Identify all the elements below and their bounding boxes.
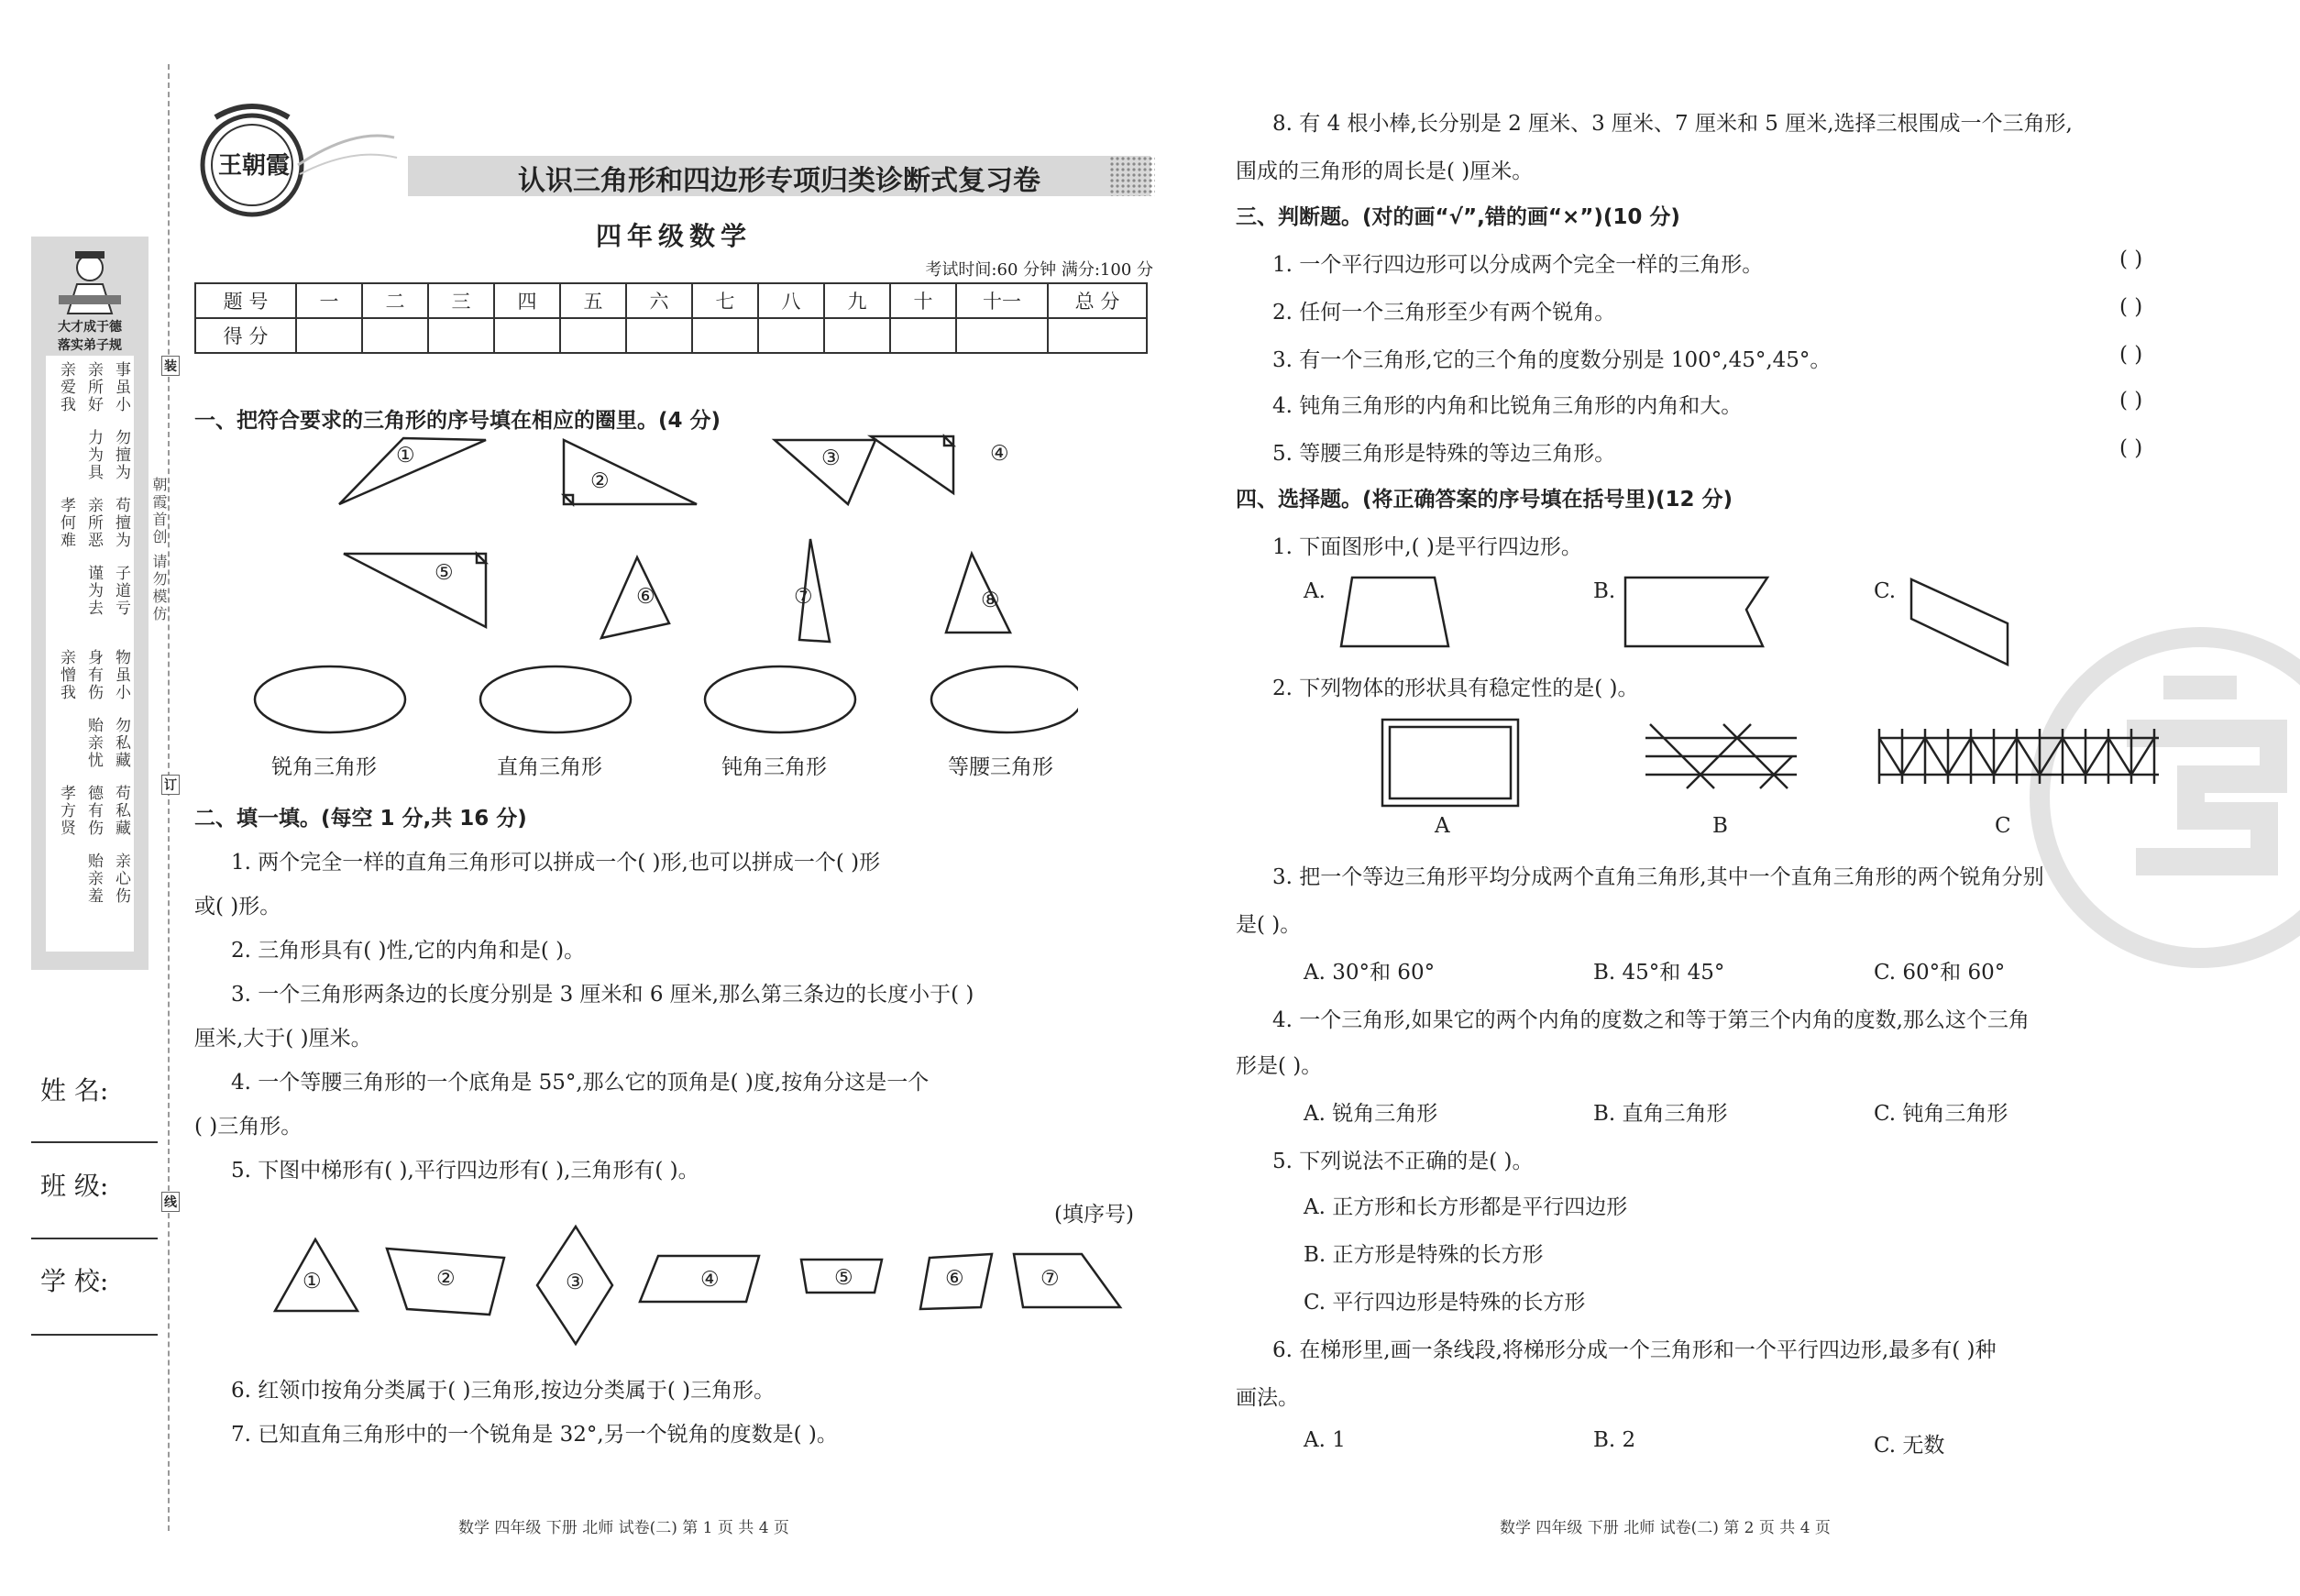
score-header-cell: 十 <box>890 283 956 318</box>
s3-item: 4. 钝角三角形的内角和比锐角三角形的内角和大。 <box>1272 394 1743 418</box>
s3-item: 5. 等腰三角形是特殊的等边三角形。 <box>1272 442 1616 466</box>
score-cell[interactable] <box>494 318 560 353</box>
section4-heading: 四、选择题。(将正确答案的序号填在括号里)(12 分) <box>1236 488 1733 512</box>
binding-mark-1: 装 <box>161 356 180 376</box>
s3-item: 1. 一个平行四边形可以分成两个完全一样的三角形。 <box>1272 253 1764 277</box>
oval-acute[interactable] <box>255 667 405 733</box>
score-cell[interactable] <box>956 318 1048 353</box>
poem-col: 亲爱我 <box>57 361 75 413</box>
school-label: 学 校: <box>40 1266 109 1296</box>
s4-q5-opt: C. 平行四边形是特殊的长方形 <box>1304 1291 1586 1315</box>
s3-answer-paren[interactable]: ( ) <box>2119 248 2143 271</box>
trapezoid-shape <box>1341 578 1448 646</box>
score-header-cell: 八 <box>758 283 824 318</box>
s4-q5: 5. 下列说法不正确的是( )。 <box>1272 1150 1534 1173</box>
triangle-6 <box>601 557 669 638</box>
score-header-cell: 三 <box>428 283 494 318</box>
footer-right: 数学 四年级 下册 北师 试卷(二) 第 2 页 共 4 页 <box>1500 1519 1831 1537</box>
s3-answer-paren[interactable]: ( ) <box>2119 436 2143 460</box>
school-field[interactable] <box>31 1334 158 1336</box>
s4-q3-opt: C. 60°和 60° <box>1874 961 2006 985</box>
score-cell[interactable] <box>890 318 956 353</box>
score-cell[interactable] <box>626 318 692 353</box>
s3-answer-paren[interactable]: ( ) <box>2119 343 2143 367</box>
score-row-label: 得 分 <box>195 318 296 353</box>
score-cell[interactable] <box>758 318 824 353</box>
poem-col: 物虽小 <box>112 649 130 701</box>
page-title: 认识三角形和四边形专项归类诊断式复习卷 <box>518 165 1040 197</box>
s4-q6-opt: B. 2 <box>1593 1428 1636 1452</box>
motto-line-1: 大才成于德 <box>58 320 122 335</box>
s4-q4-opt: A. 锐角三角形 <box>1304 1102 1438 1126</box>
oval-label: 锐角三角形 <box>271 755 377 779</box>
s2-q8-line1: 8. 有 4 根小棒,长分别是 2 厘米、3 厘米、7 厘米和 5 厘米,选择三根围成一个三角形, <box>1272 112 2073 136</box>
s2-q1-line1: 1. 两个完全一样的直角三角形可以拼成一个( )形,也可以拼成一个( )形 <box>231 851 881 875</box>
s2-q6: 6. 红领巾按角分类属于( )三角形,按边分类属于( )三角形。 <box>231 1379 776 1403</box>
s2-q1-line2: 或( )形。 <box>194 895 281 919</box>
name-label: 姓 名: <box>40 1075 109 1106</box>
poem-col: 贻亲忧 <box>84 717 103 769</box>
frame-shape <box>1382 720 1518 806</box>
triangle-2 <box>564 440 697 504</box>
s4-q4-opt: C. 钝角三角形 <box>1874 1102 2008 1126</box>
name-field[interactable] <box>31 1141 158 1143</box>
score-table <box>194 282 1148 354</box>
s4-q4-line2: 形是( )。 <box>1236 1054 1323 1078</box>
shape-label: ① <box>303 1270 322 1293</box>
s2-q5-note: (填序号) <box>1054 1203 1134 1227</box>
binding-mark-3: 线 <box>161 1192 180 1212</box>
shape-label: ③ <box>566 1271 585 1294</box>
s4-q3-line1: 3. 把一个等边三角形平均分成两个直角三角形,其中一个直角三角形的两个锐角分别 <box>1272 865 2044 889</box>
triangle-label: ④ <box>990 442 1009 466</box>
shape-label: ② <box>436 1267 456 1291</box>
poem-box <box>46 356 134 952</box>
section1-heading: 一、把符合要求的三角形的序号填在相应的圈里。(4 分) <box>194 409 721 433</box>
binding-dash-line <box>168 64 170 1531</box>
poem-col: 子道亏 <box>112 565 130 617</box>
poem-col: 亲心伤 <box>112 853 130 905</box>
scholar-illustration <box>50 244 130 315</box>
score-cell[interactable] <box>362 318 428 353</box>
notched-shape <box>1625 578 1767 646</box>
poem-col: 孝方贤 <box>57 785 75 837</box>
shape-label: ④ <box>700 1268 720 1292</box>
triangle-label: ⑤ <box>435 561 454 585</box>
oval-label: 直角三角形 <box>497 755 602 779</box>
score-header-cell: 七 <box>692 283 758 318</box>
footer-left: 数学 四年级 下册 北师 试卷(二) 第 1 页 共 4 页 <box>458 1519 789 1537</box>
shape-label: ⑥ <box>945 1267 964 1291</box>
score-header-cell: 总 分 <box>1048 283 1147 318</box>
score-cell[interactable] <box>824 318 890 353</box>
s3-answer-paren[interactable]: ( ) <box>2119 295 2143 319</box>
s4-q6-opt: A. 1 <box>1304 1428 1346 1452</box>
triangle-label: ① <box>396 444 415 468</box>
s4-q5-opt: A. 正方形和长方形都是平行四边形 <box>1304 1195 1628 1219</box>
score-header-cell: 一 <box>296 283 362 318</box>
score-cell[interactable] <box>296 318 362 353</box>
poem-col: 亲憎我 <box>57 649 75 701</box>
poem-col: 力为具 <box>84 429 103 481</box>
poem-col: 谨为去 <box>84 565 103 617</box>
s4-q5-opt: B. 正方形是特殊的长方形 <box>1304 1243 1544 1267</box>
triangle-label: ⑥ <box>636 585 655 609</box>
score-value-row <box>195 318 1147 353</box>
parallelogram-shape <box>1911 579 2008 665</box>
logo-text: 王朝霞 <box>217 152 290 180</box>
s4-q1: 1. 下面图形中,( )是平行四边形。 <box>1272 535 1582 559</box>
shapes-figure <box>266 1219 1128 1348</box>
score-header-cell: 五 <box>560 283 626 318</box>
s4-q1-opt: C. <box>1874 579 1897 603</box>
binding-mark-2: 订 <box>161 775 180 795</box>
score-cell[interactable] <box>1048 318 1147 353</box>
s2-q8-line2: 围成的三角形的周长是( )厘米。 <box>1236 160 1534 183</box>
s2-q3-line1: 3. 一个三角形两条边的长度分别是 3 厘米和 6 厘米,那么第三条边的长度小于( ) <box>231 983 974 1007</box>
triangle-label: ③ <box>821 446 841 470</box>
motto-line-2: 落实弟子规 <box>58 338 122 353</box>
triangle-4 <box>871 436 953 493</box>
s4-q6-line2: 画法。 <box>1236 1386 1299 1410</box>
subtitle: 四年级数学 <box>595 221 752 251</box>
s4-q2-opt: B <box>1712 814 1728 838</box>
s3-item: 3. 有一个三角形,它的三个角的度数分别是 100°,45°,45°。 <box>1272 348 1832 372</box>
score-header-cell: 九 <box>824 283 890 318</box>
vertical-note: 朝霞首创 请勿模仿 <box>150 477 168 624</box>
poem-col: 苟私藏 <box>112 785 130 837</box>
poem-col: 苟擅为 <box>112 497 130 549</box>
s4-q1-opt: A. <box>1304 579 1326 603</box>
shape-4 <box>640 1256 759 1302</box>
triangle-label: ② <box>590 469 610 493</box>
score-cell[interactable] <box>428 318 494 353</box>
triangles-figure <box>330 429 1045 649</box>
score-header-row <box>195 283 1147 318</box>
poem-col: 亲所恶 <box>84 497 103 549</box>
shape-label: ⑦ <box>1040 1267 1060 1291</box>
section3-heading: 三、判断题。(对的画“√”,错的画“×”)(10 分) <box>1236 205 1680 229</box>
score-header-cell: 四 <box>494 283 560 318</box>
s4-q2: 2. 下列物体的形状具有稳定性的是( )。 <box>1272 677 1639 700</box>
score-cell[interactable] <box>692 318 758 353</box>
shape-7 <box>1014 1254 1120 1307</box>
poem-col: 勿私藏 <box>112 717 130 769</box>
s2-q2: 2. 三角形具有( )性,它的内角和是( )。 <box>231 939 586 963</box>
s4-q2-opt: A <box>1435 814 1450 838</box>
score-header-cell: 六 <box>626 283 692 318</box>
score-header-cell: 题 号 <box>195 283 296 318</box>
poem-col: 贻亲羞 <box>84 853 103 905</box>
s4-q4-opt: B. 直角三角形 <box>1593 1102 1728 1126</box>
s2-q4-line2: ( )三角形。 <box>194 1115 303 1139</box>
s2-q3-line2: 厘米,大于( )厘米。 <box>194 1027 372 1051</box>
shape-label: ⑤ <box>834 1266 853 1290</box>
class-label: 班 级: <box>40 1171 109 1201</box>
poem-col: 身有伤 <box>84 649 103 701</box>
triangle-label: ⑧ <box>981 589 1000 612</box>
s4-q6-line1: 6. 在梯形里,画一条线段,将梯形分成一个三角形和一个平行四边形,最多有( )种 <box>1272 1338 1997 1362</box>
crossed-lines-shape <box>1645 724 1797 788</box>
s4-q1-figures <box>1334 568 2030 669</box>
oval-right[interactable] <box>480 667 631 733</box>
s4-q3-line2: 是( )。 <box>1236 913 1302 937</box>
s4-q2-figures <box>1375 710 2200 811</box>
s2-q7: 7. 已知直角三角形中的一个锐角是 32°,另一个锐角的度数是( )。 <box>231 1423 838 1447</box>
sidebar-panel <box>31 237 149 970</box>
oval-obtuse[interactable] <box>705 667 855 733</box>
poem-col: 德有伤 <box>84 785 103 837</box>
poem-col: 勿擅为 <box>112 429 130 481</box>
oval-label: 钝角三角形 <box>721 755 827 779</box>
section2-heading: 二、填一填。(每空 1 分,共 16 分) <box>194 807 527 831</box>
s4-q2-opt: C <box>1995 814 2011 838</box>
fence-shape <box>1879 729 2159 784</box>
score-cell[interactable] <box>560 318 626 353</box>
s3-answer-paren[interactable]: ( ) <box>2119 389 2143 413</box>
s2-q5: 5. 下图中梯形有( ),平行四边形有( ),三角形有( )。 <box>231 1159 699 1183</box>
score-header-cell: 十一 <box>956 283 1048 318</box>
s4-q3-opt: A. 30°和 60° <box>1304 961 1436 985</box>
poem-col: 亲所好 <box>84 361 103 413</box>
s2-q4-line1: 4. 一个等腰三角形的一个底角是 55°,那么它的顶角是( )度,按角分这是一个 <box>231 1071 930 1095</box>
s4-q3-opt: B. 45°和 45° <box>1593 961 1725 985</box>
oval-label: 等腰三角形 <box>948 755 1053 779</box>
score-header-cell: 二 <box>362 283 428 318</box>
class-field[interactable] <box>31 1238 158 1239</box>
poem-col: 孝何难 <box>57 497 75 549</box>
s4-q6-opt: C. 无数 <box>1874 1434 1945 1458</box>
triangle-label: ⑦ <box>794 585 813 609</box>
s4-q4-line1: 4. 一个三角形,如果它的两个内角的度数之和等于第三个内角的度数,那么这个三角 <box>1272 1008 2030 1032</box>
s3-item: 2. 任何一个三角形至少有两个锐角。 <box>1272 301 1616 325</box>
triangle-8 <box>946 554 1010 633</box>
s4-q1-opt: B. <box>1593 579 1616 603</box>
poem-col: 事虽小 <box>112 361 130 413</box>
exam-info: 考试时间:60 分钟 满分:100 分 <box>925 260 1153 280</box>
triangle-5 <box>344 554 486 627</box>
oval-isosceles[interactable] <box>931 667 1082 733</box>
